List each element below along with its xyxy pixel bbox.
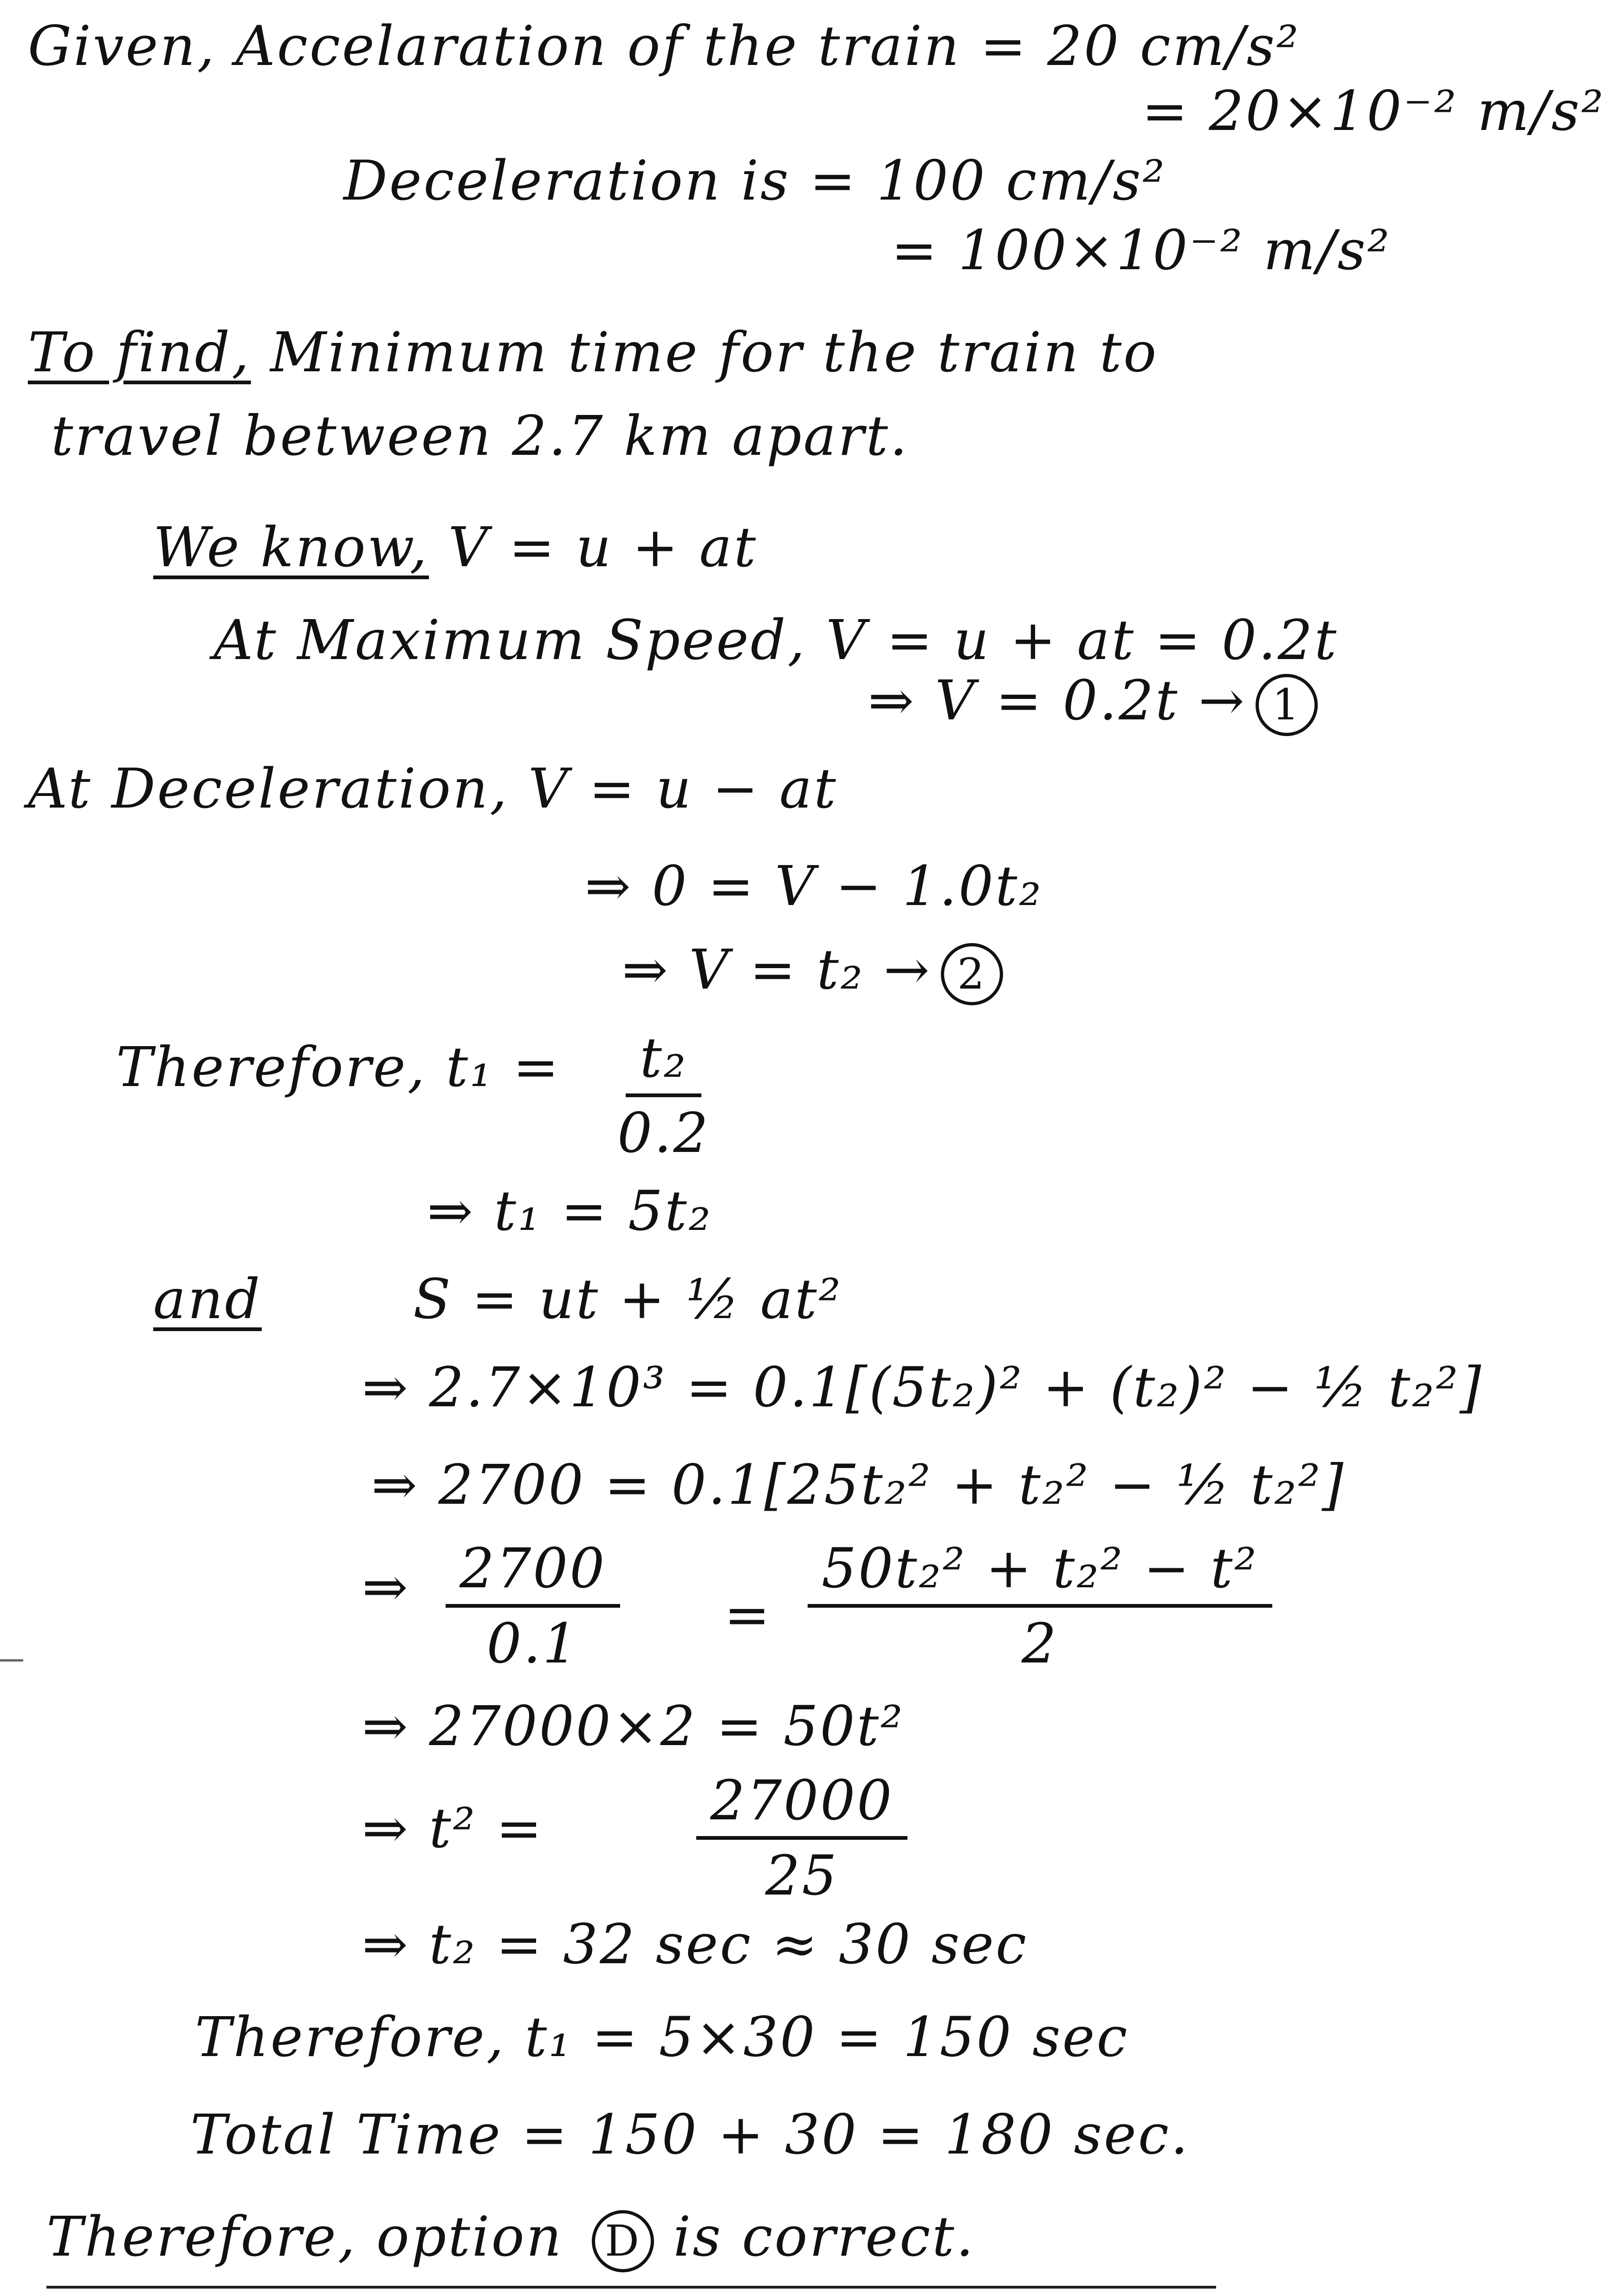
acceleration-si-line: = 20×10⁻² m/s² xyxy=(1142,79,1606,143)
equation-1-line xyxy=(868,668,1318,736)
substitution-line-2: ⇒ 2700 = 0.1[25t₂² + t₂² − ½ t₂²] xyxy=(371,1453,1346,1517)
and-line xyxy=(153,1267,262,1331)
t2-result-line: ⇒ t₂ = 32 sec ≈ 30 sec xyxy=(362,1912,1029,1976)
equation-2-text: ⇒ V = t₂ → xyxy=(622,938,932,1002)
given-acceleration-line: Given, Accelaration of the train = 20 cm/s² xyxy=(28,14,1301,78)
to-find-line xyxy=(28,320,1159,384)
displacement-equation: S = ut + ½ at² xyxy=(413,1267,842,1331)
total-time-line: Total Time = 150 + 30 = 180 sec. xyxy=(190,2102,1190,2167)
t1-result-line: Therefore, t₁ = 5×30 = 150 sec xyxy=(195,2005,1129,2069)
we-know-line xyxy=(153,515,758,579)
max-speed-line: At Maximum Speed, V = u + at = 0.2t xyxy=(214,608,1339,672)
travel-distance-line: travel between 2.7 km apart. xyxy=(51,404,909,468)
to-find-label: To find, xyxy=(28,320,251,384)
rhs-denominator: 2 xyxy=(1021,1611,1058,1675)
lhs-numerator: 2700 xyxy=(446,1541,620,1608)
substitution-line-1: ⇒ 2.7×10³ = 0.1[(5t₂)² + (t₂)² − ½ t₂²] xyxy=(362,1355,1483,1419)
division-prefix: ⇒ xyxy=(362,1555,410,1619)
deceleration-zero-line: ⇒ 0 = V − 1.0t₂ xyxy=(585,854,1043,918)
lhs-denominator: 0.1 xyxy=(486,1611,579,1675)
rhs-numerator: 50t₂² + t₂² − t² xyxy=(808,1541,1272,1608)
t1-equals-5t2-line: ⇒ t₁ = 5t₂ xyxy=(427,1179,712,1243)
conclusion-underline xyxy=(46,2286,1216,2289)
page-edge-mark xyxy=(0,1659,23,1662)
equation-1-text: ⇒ V = 0.2t → xyxy=(868,668,1246,732)
t2-over-fraction xyxy=(617,1026,710,1165)
and-label: and xyxy=(153,1267,262,1331)
t-squared-numerator: 27000 xyxy=(696,1773,907,1840)
equation-1-marker: 1 xyxy=(1256,674,1318,736)
t-squared-denominator: 25 xyxy=(765,1843,839,1908)
fraction-numerator: t₂ xyxy=(626,1030,701,1097)
first-equation: V = u + at xyxy=(429,515,758,579)
conclusion-line xyxy=(46,2205,976,2272)
deceleration-line: Deceleration is = 100 cm/s² xyxy=(343,149,1166,213)
to-find-text: Minimum time for the train to xyxy=(251,320,1159,384)
conclusion-is: is xyxy=(654,2205,742,2269)
we-know-label: We know, xyxy=(153,515,429,579)
t-squared-prefix: ⇒ t² = xyxy=(362,1796,544,1860)
rhs-fraction xyxy=(808,1536,1272,1675)
conclusion-correct: correct. xyxy=(742,2205,976,2269)
deceleration-step-line: At Deceleration, V = u − at xyxy=(28,757,838,821)
deceleration-si-line: = 100×10⁻² m/s² xyxy=(891,218,1392,282)
multiply-line: ⇒ 27000×2 = 50t² xyxy=(362,1694,905,1758)
equation-2-marker: 2 xyxy=(941,943,1003,1005)
fraction-denominator: 0.2 xyxy=(617,1101,710,1165)
answer-option-marker: D xyxy=(592,2210,654,2272)
conclusion-prefix: Therefore, option xyxy=(46,2205,563,2269)
therefore-t1-line: Therefore, t₁ = xyxy=(116,1035,561,1099)
lhs-fraction xyxy=(446,1536,620,1675)
division-equals: = xyxy=(724,1583,772,1647)
t-squared-fraction xyxy=(696,1768,907,1908)
equation-2-line xyxy=(622,938,1003,1005)
